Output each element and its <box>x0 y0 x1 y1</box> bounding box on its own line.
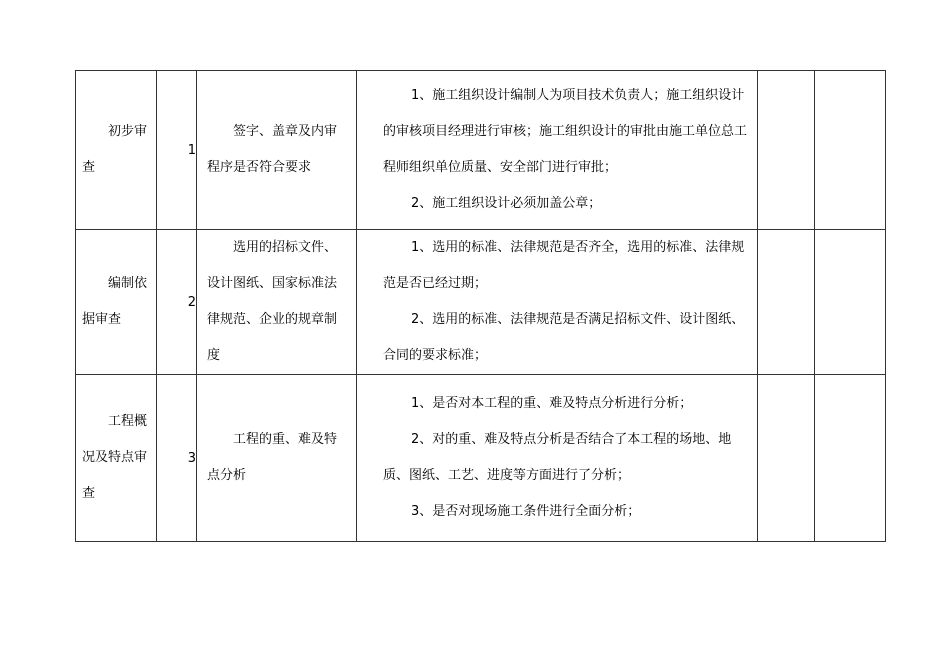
standard-paragraph: 2、对的重、难及特点分析是否结合了本工程的场地、地质、图纸、工艺、进度等方面进行了分析； <box>383 432 732 483</box>
standard-cell <box>357 71 758 230</box>
empty-cell <box>815 71 886 230</box>
category-cell <box>76 71 157 230</box>
category-cell <box>76 230 157 375</box>
row-number: 2 <box>187 294 196 310</box>
standard-cell <box>357 375 758 542</box>
empty-cell <box>758 230 815 375</box>
category-label: 工程概况及特点审查 <box>82 414 148 501</box>
standard-paragraph: 2、施工组织设计必须加盖公章； <box>411 196 602 211</box>
item-cell <box>197 230 357 375</box>
row-number: 1 <box>187 142 196 158</box>
empty-cell <box>815 375 886 542</box>
number-cell <box>157 71 197 230</box>
category-cell <box>76 375 157 542</box>
number-cell <box>157 230 197 375</box>
table-row <box>76 230 886 375</box>
standard-paragraph: 1、是否对本工程的重、难及特点分析进行分析； <box>411 396 693 411</box>
empty-cell <box>815 230 886 375</box>
category-label: 编制依据审查 <box>82 276 148 327</box>
standard-paragraph: 2、选用的标准、法律规范是否满足招标文件、设计图纸、合同的要求标准； <box>383 312 745 363</box>
row-number: 3 <box>187 450 196 466</box>
table-row <box>76 71 886 230</box>
category-label: 初步审查 <box>82 124 148 175</box>
empty-cell <box>758 71 815 230</box>
review-item: 签字、盖章及内审程序是否符合要求 <box>207 124 338 175</box>
item-cell <box>197 71 357 230</box>
standard-paragraph: 3、是否对现场施工条件进行全面分析； <box>411 504 641 519</box>
table-row <box>76 375 886 542</box>
review-item: 工程的重、难及特点分析 <box>207 432 338 483</box>
empty-cell <box>758 375 815 542</box>
item-cell <box>197 375 357 542</box>
review-table <box>75 70 886 542</box>
standard-paragraph: 1、施工组织设计编制人为项目技术负责人；施工组织设计的审核项目经理进行审核；施工组织设计的审批由施工单位总工程师组织单位质量、安全部门进行审批； <box>383 88 748 175</box>
number-cell <box>157 375 197 542</box>
review-item: 选用的招标文件、设计图纸、国家标准法律规范、企业的规章制度 <box>207 240 338 363</box>
standard-paragraph: 1、选用的标准、法律规范是否齐全，选用的标准、法律规范是否已经过期； <box>383 240 745 291</box>
standard-cell <box>357 230 758 375</box>
